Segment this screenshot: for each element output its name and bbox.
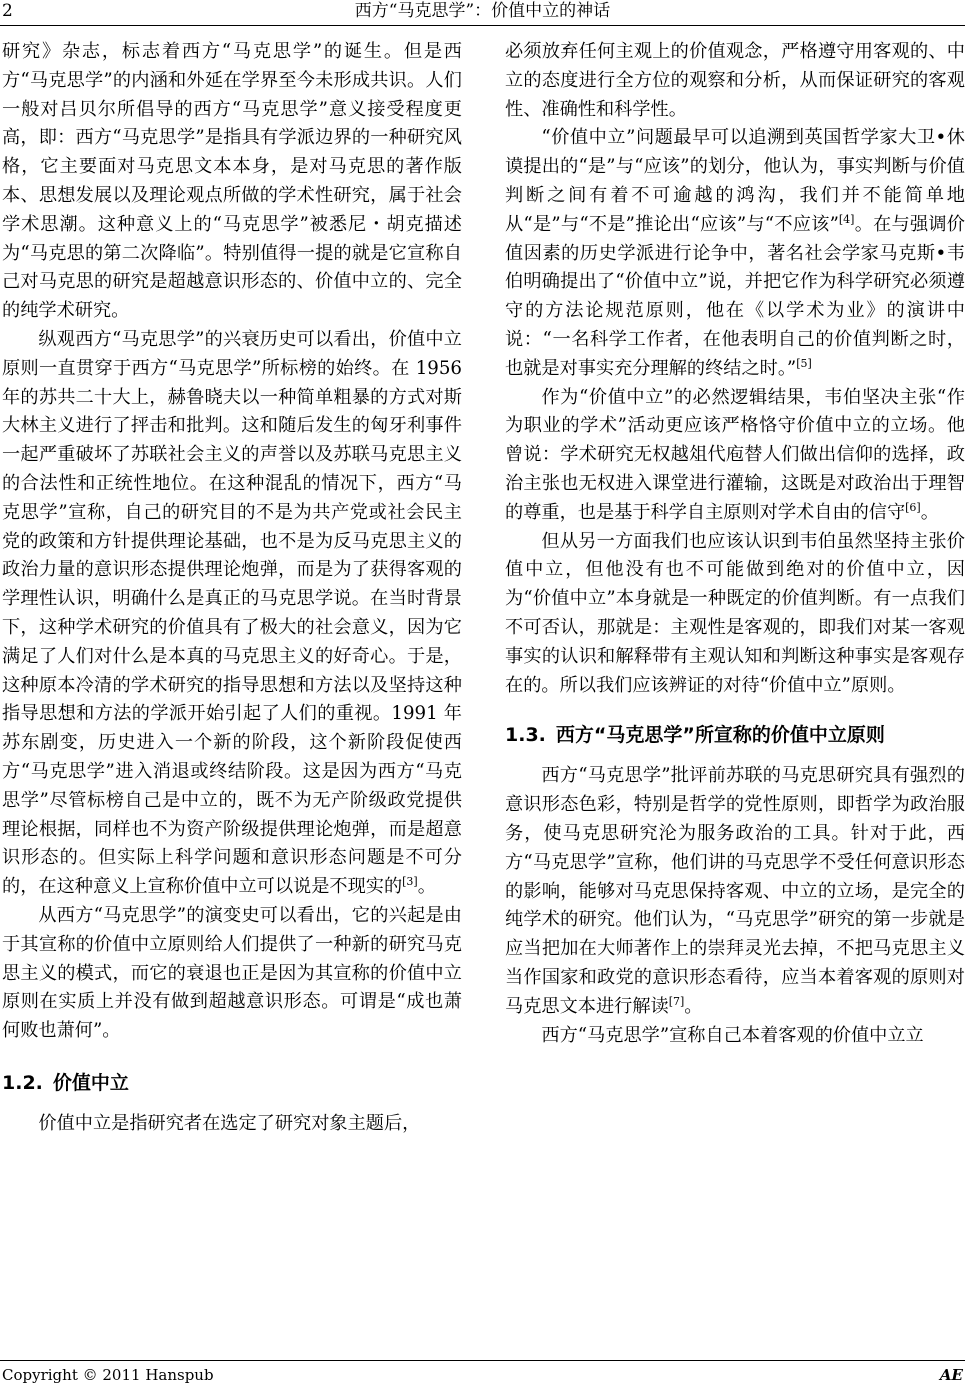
paragraph: 西方“马克思学”批评前苏联的马克思研究具有强烈的意识形态色彩，特别是哲学的党性原则，即哲学为政治服务，使马克思研究沦为服务政治的工具。针对于此，西方“马克思学”宣称，他们讲的马克思学不受任何意识形态的影响，能够对马克思保持客观、中立的立场，是完全的纯学术的研究。他们认为，“马克思学”研究的第一步就是应当把加在大师著作上的崇拜灵光去掉，不把马克思主义当作国家和政党的意识形态看待，应当本着客观的原则对马克思文本进行解读[7]。 bbox=[505, 765, 965, 1017]
citation-ref[interactable]: [5] bbox=[796, 356, 812, 370]
paragraph: 价值中立是指研究者在选定了研究对象主题后， bbox=[38, 1112, 421, 1134]
copyright-notice: Copyright © 2011 Hanspub bbox=[2, 1366, 214, 1384]
paragraph: 从西方“马克思学”的演变史可以看出，它的兴起是由于其宣称的价值中立原则给人们提供了一种新的研究马克思主义的模式，而它的衰退也正是因为其宣称的价值中立原则在实质上并没有做到超越意识形态。可谓是“成也萧何败也萧何”。 bbox=[2, 904, 462, 1042]
journal-abbrev: AE bbox=[939, 1366, 963, 1384]
paragraph: 研究》杂志，标志着西方“马克思学”的诞生。但是西方“马克思学”的内涵和外延在学界至今未形成共识。人们一般对吕贝尔所倡导的西方“马克思学”意义接受程度更高，即：西方“马克思学”是指具有学派边界的一种研究风格，它主要面对马克思文本本身，是对马克思的著作版本、思想发展以及理论观点所做的学术性研究，属于社会学术思潮。这种意义上的“马克思学”被悉尼・胡克描述为“马克思的第二次降临”。特别值得一提的就是它宣称自己对马克思的研究是超越意识形态的、价值中立的、完全的纯学术研究。 bbox=[2, 41, 462, 322]
right-column bbox=[505, 38, 965, 1050]
citation-ref[interactable]: [3] bbox=[402, 875, 418, 889]
left-column bbox=[2, 38, 462, 1139]
paragraph: “价值中立”问题最早可以追溯到英国哲学家大卫•休谟提出的“是”与“应该”的划分，他认为，事实判断与价值判断之间有着不可逾越的鸿沟，我们并不能简单地从“是”与“不是”推论出“应该”与“不应该”[4]。在与强调价值因素的历史学派进行论争中，著名社会学家马克斯•韦伯明确提出了“价值中立”说，并把它作为科学研究必须遵守的方法论规范原则，他在《以学术为业》的演讲中说：“一名科学工作者，在他表明自己的价值判断之时，也就是对事实充分理解的终结之时。”[5] bbox=[505, 127, 965, 379]
paragraph: 但从另一方面我们也应该认识到韦伯虽然坚持主张价值中立，但他没有也不可能做到绝对的价值中立，因为“价值中立”本身就是一种既定的价值判断。有一点我们不可否认，那就是：主观性是客观的，即我们对某一客观事实的认识和解释带有主观认知和判断这种事实是客观存在的。所以我们应该辨证的对待“价值中立”原则。 bbox=[505, 530, 965, 696]
citation-ref[interactable]: [4] bbox=[838, 212, 855, 226]
header-rule bbox=[0, 25, 965, 26]
paragraph: 作为“价值中立”的必然逻辑结果，韦伯坚决主张“作为职业的学术”活动更应该严格恪守价值中立的立场。他曾说：学术研究无权越俎代庖替人们做出信仰的选择，政治主张也无权进入课堂进行灌输，这既是对政治出于理智的尊重，也是基于科学自主原则对学术自由的信守[6]。 bbox=[505, 386, 965, 523]
running-title: 西方“马克思学”：价值中立的神话 bbox=[354, 1, 611, 21]
paragraph: 纵观西方“马克思学”的兴衰历史可以看出，价值中立原则一直贯穿于西方“马克思学”所标榜的始终。在 1956 年的苏共二十大上，赫鲁晓夫以一种简单粗暴的方式对斯大林主义进行了抨击和批判。这和随后发生的匈牙利事件一起严重破坏了苏联社会主义的声誉以及苏联马克思主义的合法性和正统性地位。在这种混乱的情况下，西方“马克思学”宣称，自己的研究目的不是为共产党或社会民主党的政策和方针提供理论基础，也不是为反马克思主义的政治力量的意识形态提供理论炮弹，而是为了获得客观的学理性认识，明确什么是真正的马克思学说。在当时背景下，这种学术研究的价值具有了极大的社会意义，因为它满足了人们对什么是本真的马克思主义的好奇心。于是，这种原本冷清的学术研究的指导思想和方法以及坚持这种指导思想和方法的学派开始引起了人们的重视。1991 年苏东剧变，历史进入一个新的阶段，这个新阶段促使西方“马克思学”进入消退或终结阶段。这是因为西方“马克思学”尽管标榜自己是中立的，既不为无产阶级政党提供理论根据，同样也不为资产阶级提供理论炮弹，而是超意识形态的。但实际上科学问题和意识形态问题是不可分的，在这种意义上宣称价值中立可以说是不现实的[3]。 bbox=[2, 328, 462, 898]
page-footer bbox=[0, 1360, 965, 1386]
citation-ref[interactable]: [6] bbox=[905, 500, 921, 514]
section-heading-1-3: 1.3. 西方“马克思学”所宣称的价值中立原则 bbox=[505, 724, 885, 747]
citation-ref[interactable]: [7] bbox=[668, 994, 685, 1008]
paragraph: 西方“马克思学”宣称自己本着客观的价值中立立 bbox=[541, 1024, 924, 1046]
page-header bbox=[0, 0, 965, 28]
section-heading-1-2: 1.2. 价值中立 bbox=[2, 1071, 129, 1094]
page-number: 2 bbox=[2, 1, 13, 21]
footer-rule bbox=[0, 1360, 965, 1361]
paragraph: 必须放弃任何主观上的价值观念，严格遵守用客观的、中立的态度进行全方位的观察和分析，从而保证研究的客观性、准确性和科学性。 bbox=[505, 41, 965, 120]
